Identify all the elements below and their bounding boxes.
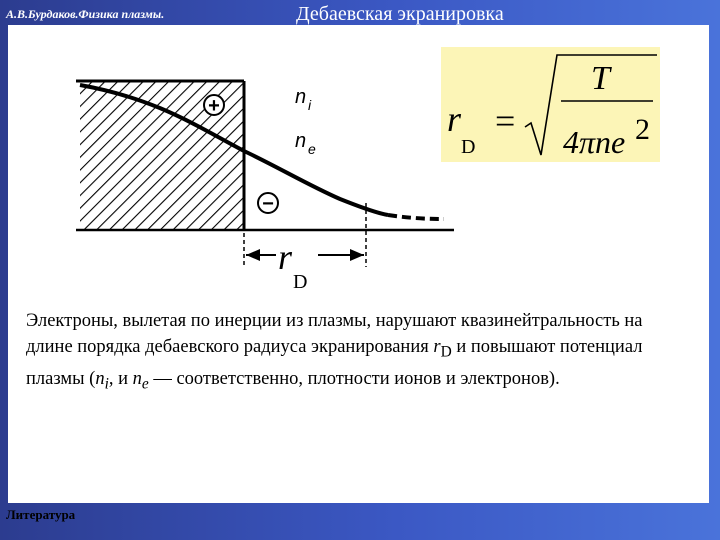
description-part-2: и повышают потенциал плазмы ( — [26, 337, 643, 389]
rd-label: r — [278, 237, 293, 277]
formula-equals: = — [495, 101, 516, 141]
label-ni: n — [295, 86, 307, 108]
rd-label-sub: D — [293, 271, 308, 293]
description-ne-sub: e — [141, 375, 149, 393]
footer-bar — [0, 503, 720, 540]
description-text — [26, 308, 686, 397]
author-label: А.В.Бурдаков.Физика плазмы. — [6, 7, 165, 21]
formula-exponent: 2 — [635, 113, 650, 146]
description-rd-sub: D — [440, 343, 452, 361]
description-rd: r — [433, 337, 441, 357]
description-ne: n — [132, 368, 142, 389]
content-panel — [8, 25, 709, 503]
formula-numerator: T — [591, 60, 610, 97]
plus-sign-text: + — [208, 95, 220, 117]
slide-title: Дебаевская экранировка — [296, 3, 504, 25]
literature-link[interactable]: Литература — [6, 507, 76, 522]
header-bar — [0, 0, 720, 24]
label-ne-sub: e — [308, 141, 316, 157]
formula-denominator: 4πne — [563, 124, 626, 160]
debye-diagram — [8, 25, 468, 295]
electron-density-tail — [388, 215, 444, 219]
label-ni-sub: i — [308, 97, 312, 113]
formula-lhs-sub: D — [461, 136, 476, 158]
description-part-4: — соответственно, плотности ионов и электронов). — [148, 368, 560, 389]
formula-lhs: r — [447, 99, 462, 139]
description-ni-sub: i — [104, 375, 109, 393]
debye-formula — [441, 47, 660, 162]
label-ne: n — [295, 130, 307, 152]
description-part-3: , и — [108, 368, 133, 389]
description-ni: n — [95, 368, 105, 389]
description-part-1: Электроны, вылетая по инерции из плазмы, нарушают квазинейтральность на длине порядка дебаевского радиуса экранирования — [26, 311, 643, 357]
minus-sign-text: − — [262, 193, 274, 215]
